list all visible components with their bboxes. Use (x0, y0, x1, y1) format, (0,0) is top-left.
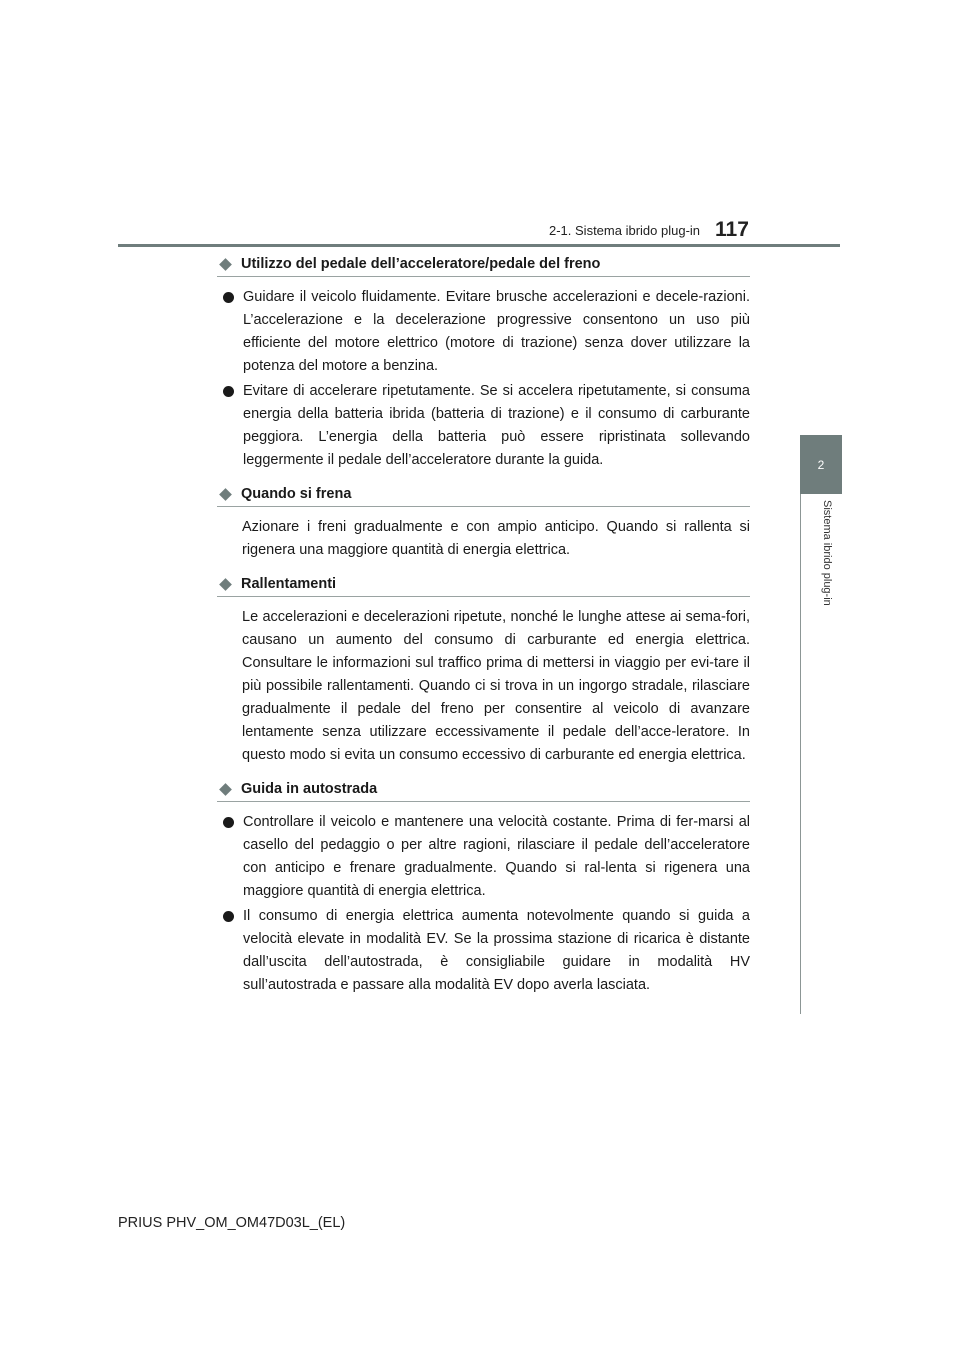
circle-bullet-icon (223, 817, 234, 828)
diamond-bullet-icon (219, 258, 232, 271)
page-number: 117 (715, 218, 749, 241)
section-braking (217, 482, 750, 562)
list-item (217, 380, 750, 472)
section-slowdowns (217, 572, 750, 767)
section-paragraph: Le accelerazioni e decelerazioni ripetute, nonché le lunghe attese ai sema-fori, causano un aumento del consumo di carburante ed energia elettrica. Consultare le informazioni sul traffico prima di mettersi in viaggio per evi-tare il più possibile rallentamenti. Quando ci si trova in un ingorgo stradale, rilasciare gradualmente il pedale del freno per consentire al veicolo di avanzare lentamente senza utilizzare eccessivamente il pedale dell’acce-leratore. In questo modo si evita un consumo eccessivo di carburante ed energia elettrica. (242, 609, 750, 763)
list-item-text: Il consumo di energia elettrica aumenta notevolmente quando si guida a velocità elevate in modalità EV. Se la prossima stazione di ricarica è distante dall’uscita dell’autostrada, è consigliabile guidare in modalità HV sull’autostrada e passare alla modalità EV dopo averla lasciata. (243, 908, 750, 993)
document-code: PRIUS PHV_OM_OM47D03L_(EL) (118, 1215, 346, 1231)
section-heading (217, 252, 750, 277)
list-item (217, 905, 750, 997)
section-accelerator-brake (217, 252, 750, 472)
diamond-bullet-icon (219, 488, 232, 501)
chapter-title: Sistema ibrido plug-in (821, 500, 833, 606)
section-heading (217, 572, 750, 597)
list-item-text: Evitare di accelerare ripetutamente. Se si accelera ripetutamente, si consuma energia della batteria ibrida (batteria di trazione) e il consumo di carburante peggiora. L’energia della batteria può essere ripristinata sollevando leggermente il pedale dell’acceleratore durante la guida. (243, 383, 750, 468)
section-title: Utilizzo del pedale dell’acceleratore/pedale del freno (241, 256, 601, 272)
section-title: Quando si frena (241, 486, 352, 502)
list-item (217, 811, 750, 903)
diamond-bullet-icon (219, 783, 232, 796)
chapter-tab (800, 435, 842, 494)
chapter-number: 2 (817, 457, 825, 472)
header-section-title: 2-1. Sistema ibrido plug-in (549, 223, 701, 238)
circle-bullet-icon (223, 911, 234, 922)
section-title: Rallentamenti (241, 576, 337, 592)
side-divider (800, 494, 801, 1014)
diamond-bullet-icon (219, 578, 232, 591)
list-item (217, 286, 750, 378)
circle-bullet-icon (223, 386, 234, 397)
header-divider (118, 244, 840, 247)
page-content (217, 252, 750, 1007)
list-item-text: Guidare il veicolo fluidamente. Evitare brusche accelerazioni e decele-razioni. L’accelerazione e la decelerazione progressive consentono un uso più efficiente del motore elettrico (motore di trazione) senza dover utilizzare la potenza del motore a benzina. (243, 289, 750, 374)
section-paragraph: Azionare i freni gradualmente e con ampio anticipo. Quando si rallenta si rigenera una maggiore quantità di energia elettrica. (242, 519, 750, 558)
circle-bullet-icon (223, 292, 234, 303)
section-title: Guida in autostrada (241, 781, 378, 797)
list-item-text: Controllare il veicolo e mantenere una velocità costante. Prima di fer-marsi al casello del pedaggio o per altre ragioni, rilasciare il pedale dell’acceleratore con anticipo e frenare gradualmente. Quando si ral-lenta si rigenera una maggiore quantità di energia elettrica. (243, 814, 750, 899)
section-heading (217, 777, 750, 802)
section-heading (217, 482, 750, 507)
section-highway (217, 777, 750, 997)
